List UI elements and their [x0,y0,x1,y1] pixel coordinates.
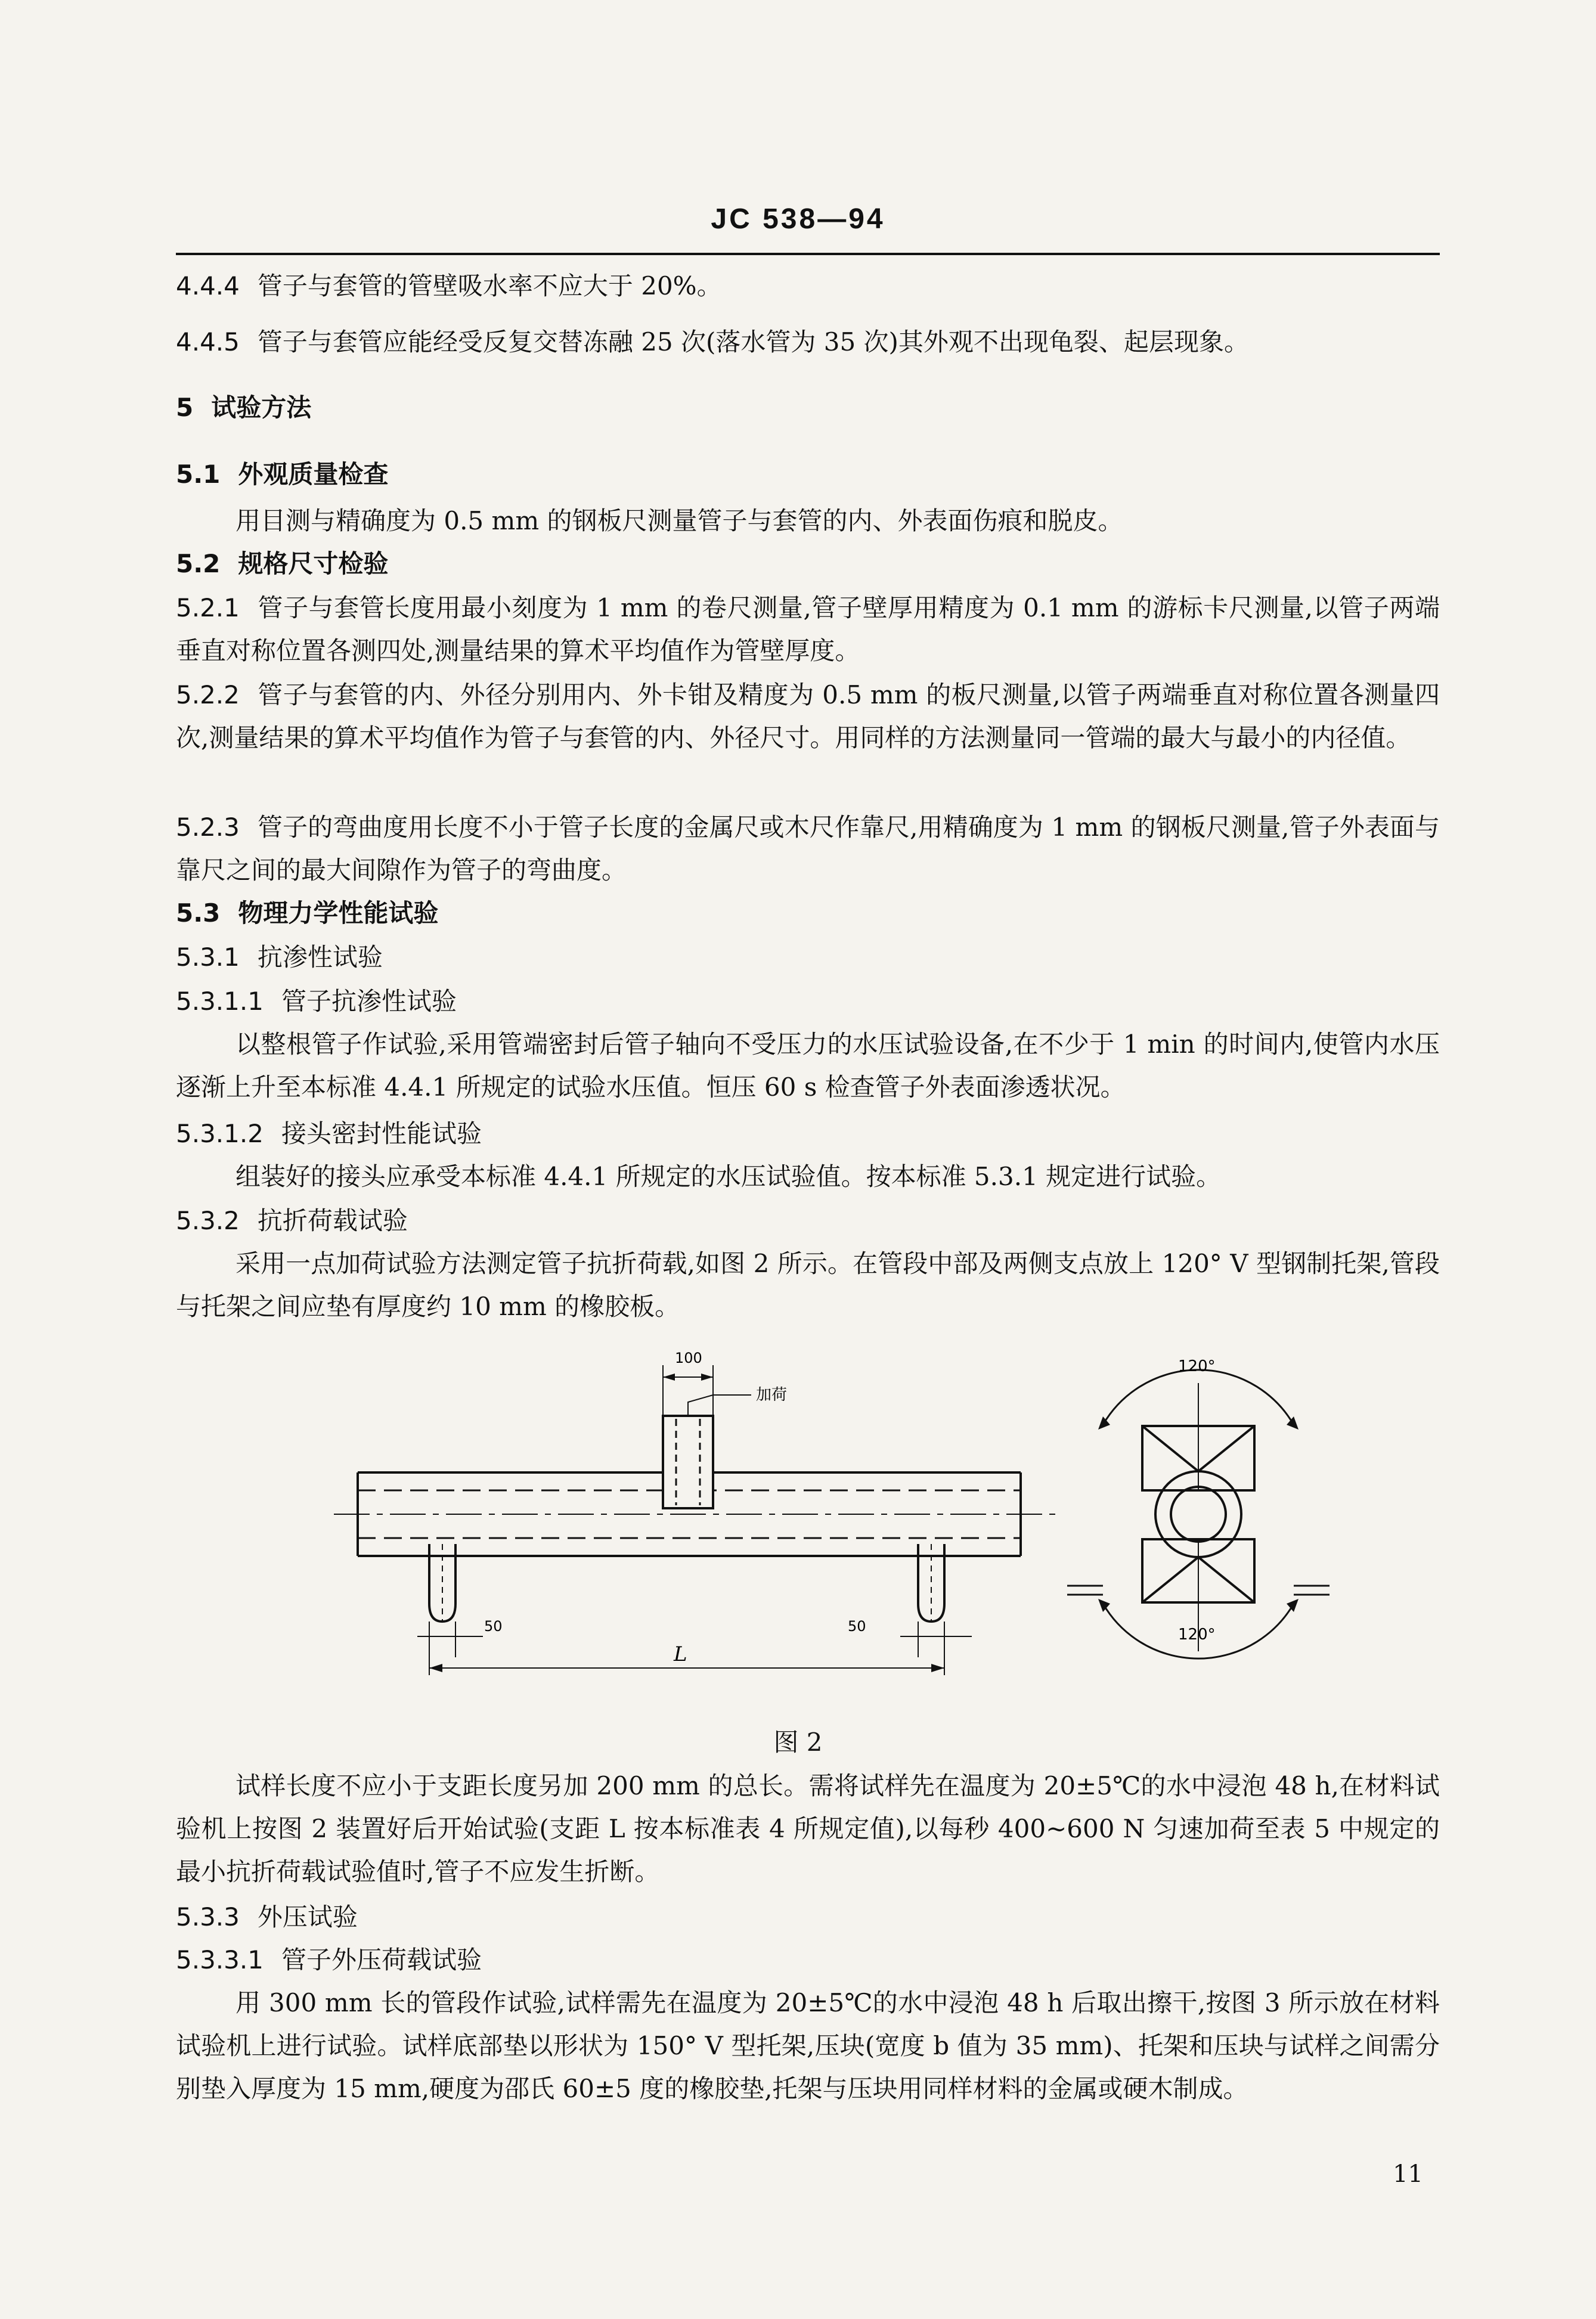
text-5-3-1-2: 组装好的接头应承受本标准 4.4.1 所规定的水压试验值。按本标准 5.3.1 规定进行试验。 [235,1162,1222,1191]
figure-2-caption: 图 2 [773,1728,823,1757]
clause-5-2-2: 5.2.2 管子与套管的内、外径分别用内、外卡钳及精度为 0.5 mm 的板尺测量,以管子两端垂直对称位置各测量四次,测量结果的算术平均值作为管子与套管的内、外径尺寸。用同样的方法测量同一管端的最大与最小的内径值。 [176,680,1440,752]
dim-50-left-label: 50 [484,1618,503,1635]
angle-top-label: 120° [1178,1357,1216,1375]
load-block [663,1416,713,1508]
text-5-3-3-1: 用 300 mm 长的管段作试验,试样需先在温度为 20±5℃的水中浸泡 48 h 后取出擦干,按图 3 所示放在材料试验机上进行试验。试样底部垫以形状为 150° V 型托架,压块(宽度 b 值为 35 mm)、托架和压块与试样之间需分别垫入厚度为 15 mm,硬度为邵氏 60±5 度的橡胶垫,托架与压块用同样材料的金属或硬木制成。 [176,1988,1440,2103]
dim-50-right-label: 50 [848,1618,866,1635]
span-l-label: L [674,1642,687,1666]
clause-4-4-5: 4.4.5 管子与套管应能经受反复交替冻融 25 次(落水管为 35 次)其外观不出现龟裂、起层现象。 [176,327,1249,356]
text-5-3-2: 采用一点加荷试验方法测定管子抗折荷载,如图 2 所示。在管段中部及两侧支点放上 120° V 型钢制托架,管段与托架之间应垫有厚度约 10 mm 的橡胶板。 [176,1249,1440,1321]
clause-4-4-4: 4.4.4 管子与套管的管壁吸水率不应大于 20%。 [176,271,722,300]
text-after-figure-2: 试样长度不应小于支距长度另加 200 mm 的总长。需将试样先在温度为 20±5℃的水中浸泡 48 h,在材料试验机上按图 2 装置好后开始试验(支距 L 按本标准表 4 所规定值),以每秒 400~600 N 匀速加荷至表 5 中规定的最小抗折荷载试验值时,管子不应发生折断。 [176,1771,1440,1886]
clause-5-2-1: 5.2.1 管子与套管长度用最小刻度为 1 mm 的卷尺测量,管子壁厚用精度为 0.1 mm 的游标卡尺测量,以管子两端垂直对称位置各测四处,测量结果的算术平均值作为管壁厚度。 [176,593,1440,665]
heading-5-3-3: 5.3.3 外压试验 [176,1902,358,1932]
heading-5-3-1-2: 5.3.1.2 接头密封性能试验 [176,1119,482,1148]
heading-5-3-2: 5.3.2 抗折荷载试验 [176,1206,408,1235]
figure-2-diagram [310,1341,1443,1711]
page-number: 11 [1393,2160,1423,2188]
text-5-1: 用目测与精确度为 0.5 mm 的钢板尺测量管子与套管的内、外表面伤痕和脱皮。 [235,506,1123,535]
load-label: 加荷 [756,1386,788,1404]
heading-5-3: 5.3 物理力学性能试验 [176,898,439,928]
angle-bottom-label: 120° [1178,1626,1216,1644]
heading-5-3-1: 5.3.1 抗渗性试验 [176,943,383,972]
heading-5-3-1-1: 5.3.1.1 管子抗渗性试验 [176,987,457,1016]
pipe-section-inner [1171,1487,1226,1542]
heading-5-2: 5.2 规格尺寸检验 [176,549,389,578]
dim-100-label: 100 [675,1350,702,1366]
header-rule [176,253,1440,255]
text-5-3-1-1: 以整根管子作试验,采用管端密封后管子轴向不受压力的水压试验设备,在不少于 1 min 的时间内,使管内水压逐渐上升至本标准 4.4.1 所规定的试验水压值。恒压 60 s 检查管子外表面渗透状况。 [176,1030,1440,1102]
heading-5-3-3-1: 5.3.3.1 管子外压荷载试验 [176,1945,482,1974]
clause-5-2-3: 5.2.3 管子的弯曲度用长度不小于管子长度的金属尺或木尺作靠尺,用精确度为 1 mm 的钢板尺测量,管子外表面与靠尺之间的最大间隙作为管子的弯曲度。 [176,813,1440,885]
standard-code-header: JC 538—94 [711,203,885,235]
heading-5: 5 试验方法 [176,393,312,422]
heading-5-1: 5.1 外观质量检查 [176,460,389,489]
